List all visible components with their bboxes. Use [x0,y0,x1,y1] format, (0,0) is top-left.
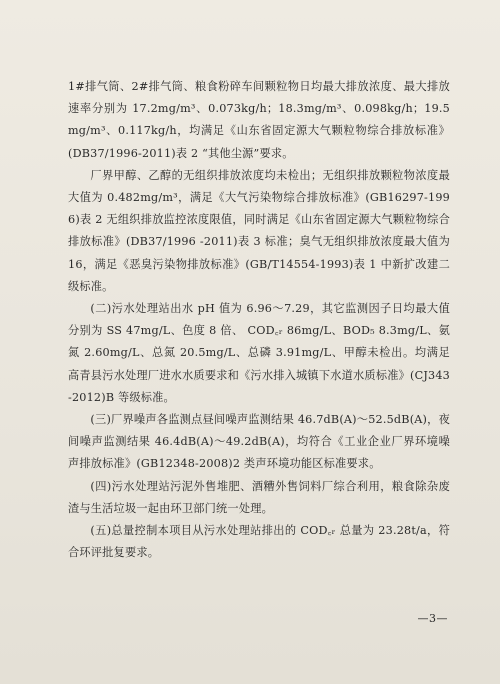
paragraph-exhaust-results: 1#排气筒、2#排气筒、粮食粉碎车间颗粒物日均最大排放浓度、最大排放速率分别为 17.2mg/m³、0.073kg/h；18.3mg/m³、0.098kg/h；19.5mg/m³、0.117kg/h，均满足《山东省固定源大气颗粒物综合排放标准》(DB37/1996-2011)表 2 “其他尘源”要求。 [68,80,450,160]
document-body [68,76,454,564]
paragraph-wastewater: (二)污水处理站出水 pH 值为 6.96～7.29，其它监测因子日均最大值分别为 SS 47mg/L、色度 8 倍、 COD꜀ᵣ 86mg/L、BOD₅ 8.3mg/L、氨氮 2.60mg/L、总氮 20.5mg/L、总磷 3.91mg/L、甲醇未检出。均满足高青县污水处理厂进水水质要求和《污水排入城镇下水道水质标准》(CJ343-2012)B 等级标准。 [68,302,450,404]
paragraph-solid-waste: (四)污水处理站污泥外售堆肥、酒糟外售饲料厂综合利用，粮食除杂废渣与生活垃圾一起由环卫部门统一处理。 [68,479,450,515]
paragraph-noise: (三)厂界噪声各监测点昼间噪声监测结果 46.7dB(A)～52.5dB(A)，夜间噪声监测结果 46.4dB(A)～49.2dB(A)，均符合《工业企业厂界环境噪声排放标准》(GB12348-2008)2 类声环境功能区标准要求。 [68,413,450,471]
paragraph-total-control: (五)总量控制本项目从污水处理站排出的 COD꜀ᵣ 总量为 23.28t/a，符合环评批复要求。 [68,524,450,560]
paragraph-fugitive-emissions: 厂界甲醇、乙醇的无组织排放浓度均未检出；无组织排放颗粒物浓度最大值为 0.482mg/m³，满足《大气污染物综合排放标准》(GB16297-1996)表 2 无组织排放监控浓度限值，同时满足《山东省固定源大气颗粒物综合排放标准》(DB37/1996 -2011)表 3 标准；臭气无组织排放浓度最大值为 16，满足《恶臭污染物排放标准》(GB/T14554-1993)表 1 中新扩改建二级标准。 [68,168,454,293]
page-number: —3— [417,612,448,625]
